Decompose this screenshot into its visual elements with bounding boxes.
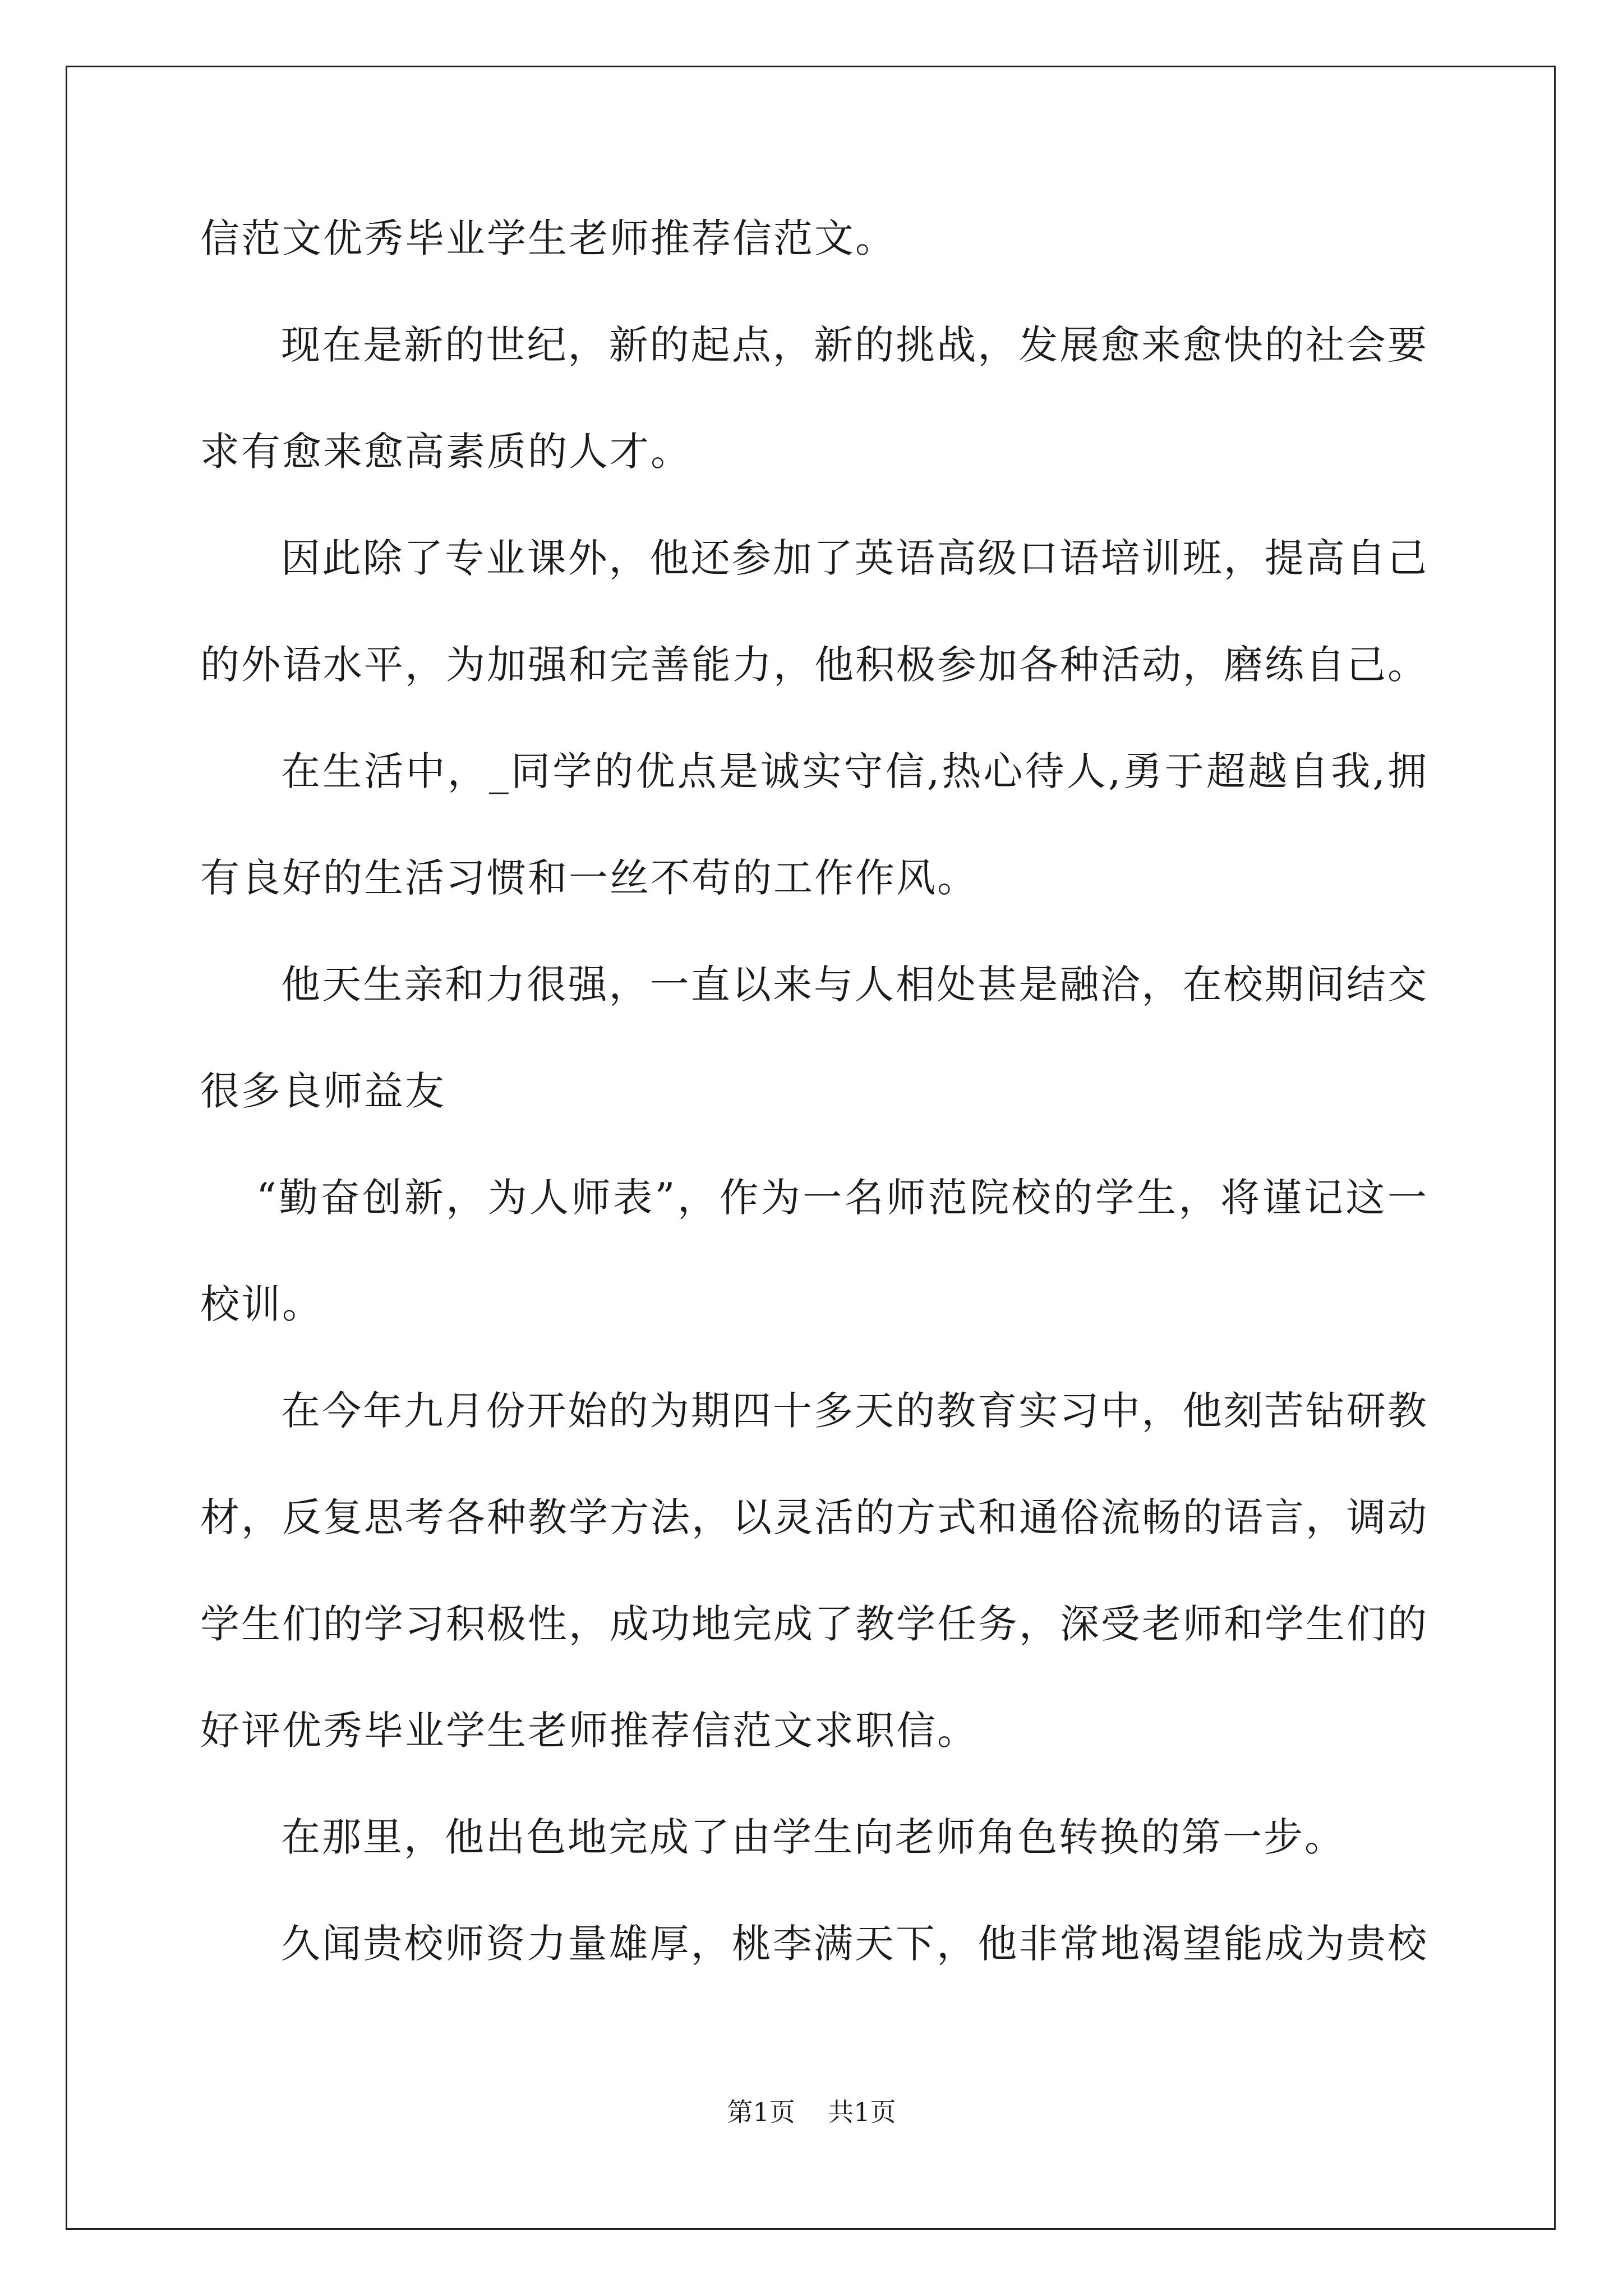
text-line: 在生活中，_同学的优点是诚实守信,热心待人,勇于超越自我,拥: [281, 748, 1428, 794]
text-line: 的外语水平，为加强和完善能力，他积极参加各种活动，磨练自己。: [200, 642, 1428, 688]
text-line: 校训。: [200, 1281, 323, 1327]
text-line: “勤奋创新，为人师表”，作为一名师范院校的学生，将谨记这一: [256, 1175, 1428, 1221]
page-frame: [66, 66, 1556, 2230]
text-line: 在今年九月份开始的为期四十多天的教育实习中，他刻苦钻研教: [281, 1388, 1428, 1434]
text-line: 很多良师益友: [200, 1068, 446, 1114]
text-line: 材，反复思考各种教学方法，以灵活的方式和通俗流畅的语言，调动: [200, 1494, 1428, 1540]
text-line: 现在是新的世纪，新的起点，新的挑战，发展愈来愈快的社会要: [281, 322, 1428, 368]
text-line: 在那里，他出色地完成了由学生向老师角色转换的第一步。: [281, 1814, 1345, 1860]
text-line: 有良好的生活习惯和一丝不苟的工作作风。: [200, 855, 978, 901]
text-line: 求有愈来愈高素质的人才。: [200, 429, 691, 475]
text-line: 学生们的学习积极性，成功地完成了教学任务，深受老师和学生们的: [200, 1601, 1428, 1647]
text-line: 久闻贵校师资力量雄厚，桃李满天下，他非常地渴望能成为贵校: [281, 1921, 1428, 1967]
text-line: 好评优秀毕业学生老师推荐信范文求职信。: [200, 1708, 978, 1754]
text-line: 他天生亲和力很强，一直以来与人相处甚是融洽，在校期间结交: [281, 961, 1428, 1007]
text-line: 信范文优秀毕业学生老师推荐信范文。: [200, 215, 896, 261]
page-number: 第1页 共1页: [727, 2097, 896, 2127]
text-line: 因此除了专业课外，他还参加了英语高级口语培训班，提高自己: [281, 535, 1428, 581]
